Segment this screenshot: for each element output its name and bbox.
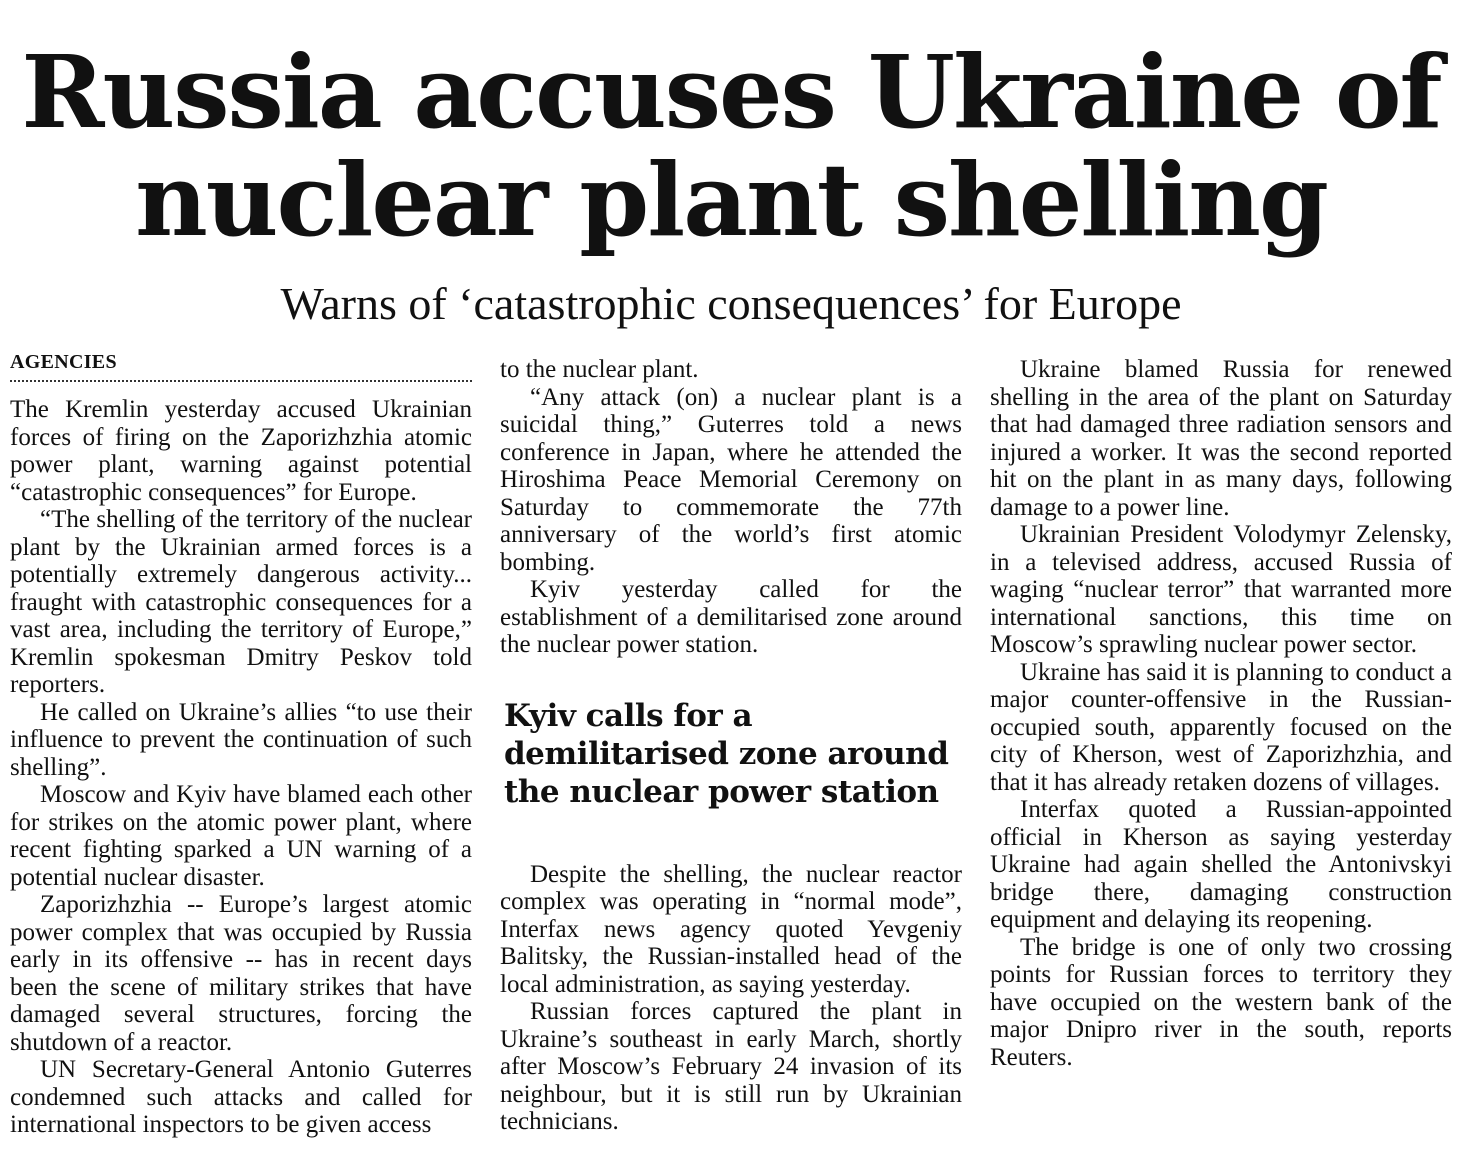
headline-line-1: Russia accuses Ukraine of xyxy=(21,33,1441,151)
paragraph: The bridge is one of only two crossing points for Russian forces to territory they have occupied on the western bank of the major Dnipro river in the south, reports Reuters. xyxy=(990,933,1452,1071)
article-column-3 xyxy=(990,356,1452,1161)
paragraph: “Any attack (on) a nuclear plant is a suicidal thing,” Guterres told a news conference in Japan, where he attended the Hiroshima Peace Memorial Ceremony on Saturday to commemorate the 77th anniversary of the world’s first atomic bombing. xyxy=(500,383,962,576)
paragraph: “The shelling of the territory of the nuclear plant by the Ukrainian armed forces is a potentially extremely dangerous activity... fraught with catastrophic consequences for a vast area, including the territory of Europe,” Kremlin spokesman Dmitry Peskov told reporters. xyxy=(10,506,472,698)
paragraph: Ukrainian President Volodymyr Zelensky, in a televised address, accused Russia of waging “nuclear terror” that warranted more international sanctions, this time on Moscow’s sprawling nuclear power sector. xyxy=(990,521,1452,658)
article-column-1 xyxy=(10,350,472,1155)
paragraph: He called on Ukraine’s allies “to use their influence to prevent the continuation of such shelling”. xyxy=(10,698,472,781)
paragraph: Ukraine blamed Russia for renewed shelling in the area of the plant on Saturday that had damaged three radiation sensors and injured a worker. It was the second reported hit on the plant in as many days, following damage to a power line. xyxy=(990,356,1452,521)
byline: AGENCIES xyxy=(10,350,472,382)
headline-line-2: nuclear plant shelling xyxy=(135,141,1327,259)
paragraph: Ukraine has said it is planning to conduct a major counter-offensive in the Russian-occupied south, apparently focused on the city of Kherson, west of Zaporizhzhia, and that it has already retaken dozens of villages. xyxy=(990,658,1452,796)
paragraph: Zaporizhzhia -- Europe’s largest atomic power complex that was occupied by Russia early in its offensive -- has in recent days been the scene of military strikes that have damaged several structures, forcing the shutdown of a reactor. xyxy=(10,891,472,1056)
subheadline: Warns of ‘catastrophic consequences’ for Europe xyxy=(280,278,1182,329)
paragraph: to the nuclear plant. xyxy=(500,356,699,383)
paragraph: Despite the shelling, the nuclear reactor complex was operating in “normal mode”, Interfax news agency quoted Yevgeniy Balitsky, the Russian-installed head of the local administration, as saying yesterday. xyxy=(500,860,962,998)
paragraph: UN Secretary-General Antonio Guterres condemned such attacks and called for international inspectors to be given access xyxy=(10,1056,472,1138)
paragraph: The Kremlin yesterday accused Ukrainian forces of firing on the Zaporizhzhia atomic power plant, warning against potential “catastrophic consequences” for Europe. xyxy=(10,396,472,506)
headline xyxy=(0,33,1462,259)
paragraph: Russian forces captured the plant in Ukraine’s southeast in early March, shortly after Moscow’s February 24 invasion of its neighbour, but it is still run by Ukrainian technicians. xyxy=(500,998,962,1135)
article-column-2 xyxy=(500,356,962,1161)
paragraph: Moscow and Kyiv have blamed each other for strikes on the atomic power plant, where recent fighting sparked a UN warning of a potential nuclear disaster. xyxy=(10,781,472,891)
pull-heading: Kyiv calls for a demilitarised zone around the nuclear power station xyxy=(504,697,949,810)
paragraph: Interfax quoted a Russian-appointed official in Kherson as saying yesterday Ukraine had again shelled the Antonivskyi bridge there, damaging construction equipment and delaying its reopening. xyxy=(990,796,1452,933)
paragraph: Kyiv yesterday called for the establishment of a demilitarised zone around the nuclear power station. xyxy=(500,576,962,658)
